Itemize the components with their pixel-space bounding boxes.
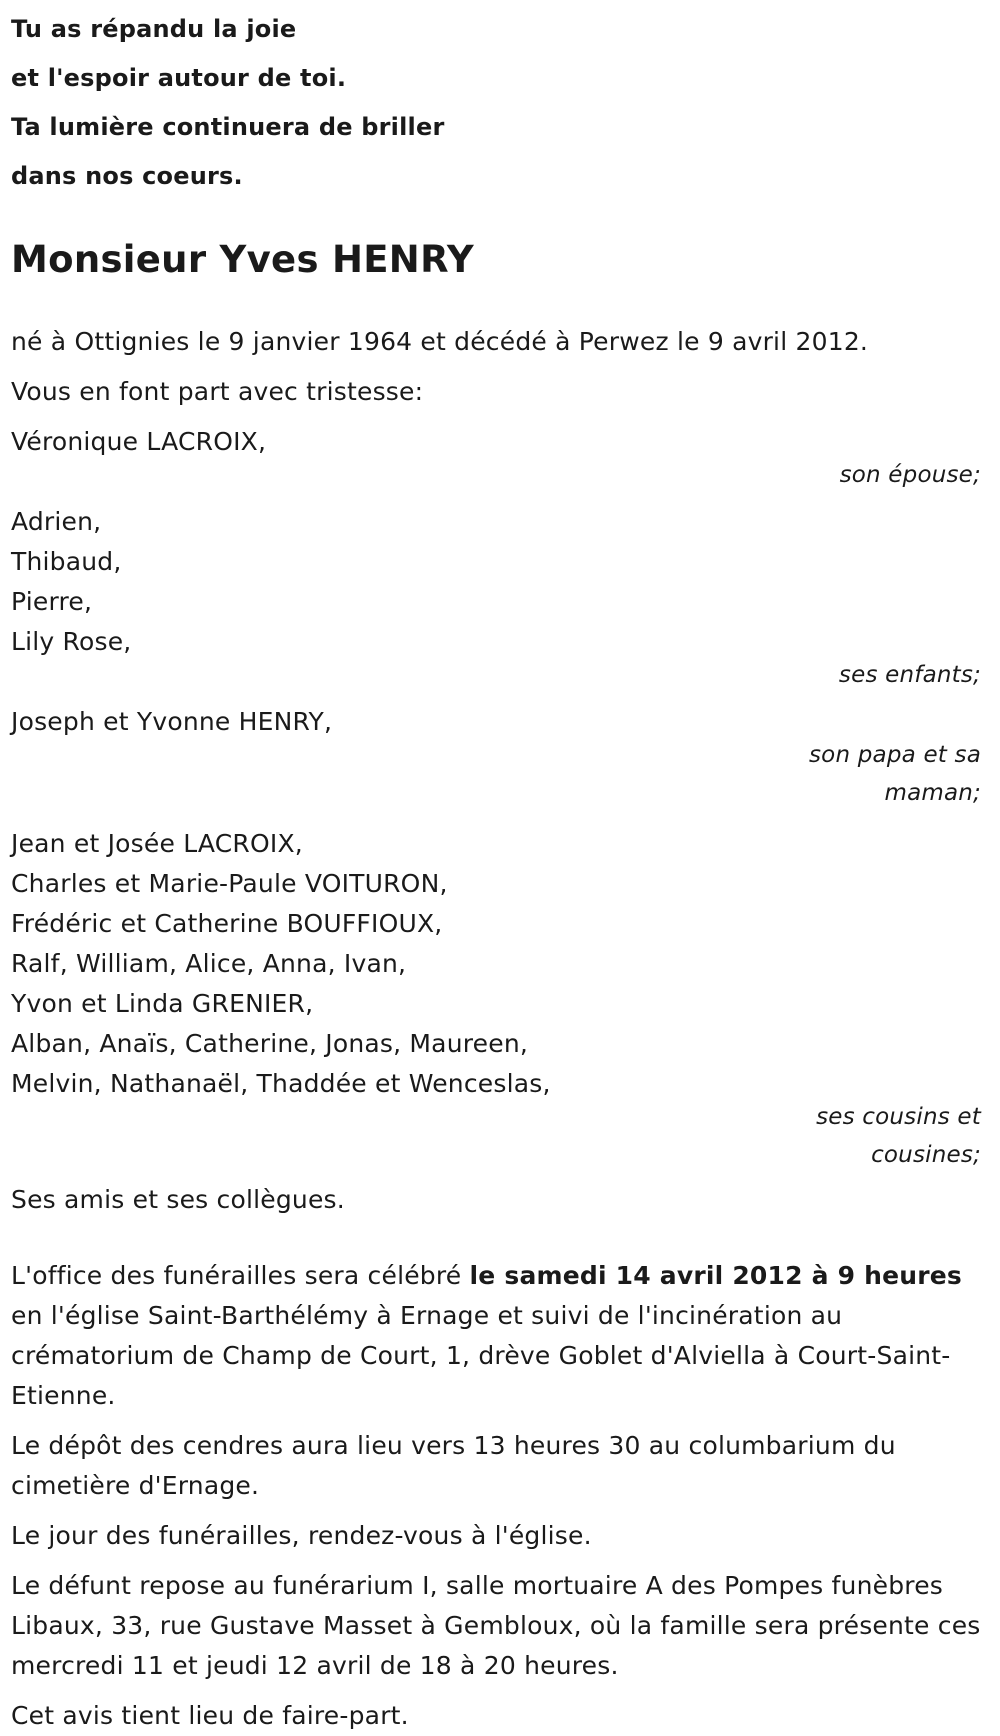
poem — [11, 0, 989, 201]
friends-line: Ses amis et ses collègues. — [11, 1185, 345, 1214]
funeral-office-paragraph — [11, 1256, 989, 1416]
family-member: Pierre, — [11, 587, 93, 616]
poem-line: Tu as répandu la joie — [11, 15, 297, 43]
poem-line: dans nos coeurs. — [11, 162, 243, 190]
family-member: Melvin, Nathanaël, Thaddée et Wenceslas, — [11, 1069, 551, 1098]
family-group-enfants — [11, 502, 989, 694]
office-date: le samedi 14 avril 2012 à 9 heures — [469, 1261, 962, 1290]
notice-paragraph: Cet avis tient lieu de faire-part. — [11, 1701, 409, 1730]
relation-label: maman; — [884, 780, 981, 806]
birth-death-line: né à Ottignies le 9 janvier 1964 et décédé à Perwez le 9 avril 2012. — [11, 327, 869, 356]
family-member: Lily Rose, — [11, 627, 132, 656]
family-member: Charles et Marie-Paule VOITURON, — [11, 869, 448, 898]
ashes-paragraph: Le dépôt des cendres aura lieu vers 13 heures 30 au columbarium du cimetière d'Ernage. — [11, 1431, 896, 1500]
family-group-parents — [11, 702, 989, 812]
relation-label: ses enfants; — [838, 662, 981, 688]
family-member: Thibaud, — [11, 547, 122, 576]
family-group-epouse — [11, 422, 989, 494]
relation-label: son épouse; — [839, 462, 981, 488]
family-member: Adrien, — [11, 507, 102, 536]
family-member: Frédéric et Catherine BOUFFIOUX, — [11, 909, 443, 938]
family-member: Yvon et Linda GRENIER, — [11, 989, 314, 1018]
meeting-paragraph: Le jour des funérailles, rendez-vous à l'église. — [11, 1521, 592, 1550]
family-member: Joseph et Yvonne HENRY, — [11, 707, 333, 736]
poem-line: Ta lumière continuera de briller — [11, 113, 445, 141]
rest-paragraph: Le défunt repose au funérarium I, salle mortuaire A des Pompes funèbres Libaux, 33, rue Gustave Masset à Gembloux, où la famille sera présente ces mercredi 11 et jeudi 12 avril de 18 à 20 heures. — [11, 1571, 981, 1680]
poem-line: et l'espoir autour de toi. — [11, 64, 347, 92]
family-member: Alban, Anaïs, Catherine, Jonas, Maureen, — [11, 1029, 529, 1058]
family-group-cousins — [11, 824, 989, 1174]
office-suffix: en l'église Saint-Barthélémy à Ernage et suivi de l'incinération au crématorium de Champ de Court, 1, drève Goblet d'Alviella à Court-Saint-Etienne. — [11, 1301, 951, 1410]
relation-label: son papa et sa — [809, 742, 981, 768]
office-prefix: L'office des funérailles sera célébré — [11, 1261, 470, 1290]
relation-label: cousines; — [871, 1142, 981, 1168]
family-member: Ralf, William, Alice, Anna, Ivan, — [11, 949, 407, 978]
deceased-name: Monsieur Yves HENRY — [11, 238, 474, 281]
relation-label: ses cousins et — [816, 1104, 981, 1130]
family-member: Jean et Josée LACROIX, — [11, 829, 303, 858]
intro-line: Vous en font part avec tristesse: — [11, 377, 424, 406]
family-member: Véronique LACROIX, — [11, 427, 267, 456]
